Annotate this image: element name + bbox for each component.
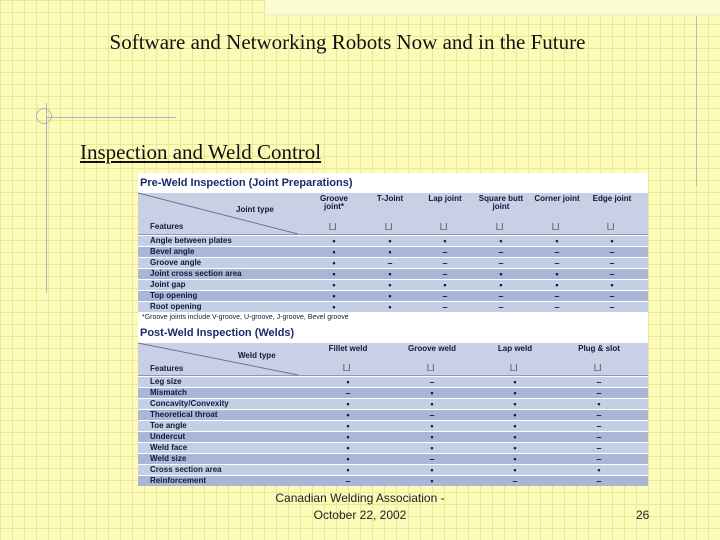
table-cell: – [512,476,518,486]
column-header: Groove joint* [319,194,348,211]
table-cell: • [430,399,434,409]
table-cell: • [513,443,517,453]
table-cell: – [609,291,615,301]
column-header: T-Joint [376,194,404,203]
pre-weld-corner-top: Joint type [236,205,274,214]
post-weld-corner-bottom: Features [150,364,184,373]
table-cell: • [346,465,350,475]
table-cell: • [346,399,350,409]
table-cell: – [596,410,602,420]
pre-weld-title: Pre-Weld Inspection (Joint Preparations) [138,173,648,193]
table-cell: – [442,258,448,268]
table-cell: • [513,465,517,475]
table-row [138,279,648,290]
table-cell: – [596,421,602,431]
table-row [138,420,648,431]
table-cell: – [345,388,351,398]
feature-label: Angle between plates [150,236,232,245]
table-cell: • [346,421,350,431]
table-cell: • [332,302,336,312]
column-header: Plug & slot [578,344,620,353]
table-cell: – [442,302,448,312]
post-weld-rows [138,376,648,486]
joint-symbol-icon: ⨆ [329,221,337,231]
table-row [138,290,648,301]
table-row [138,268,648,279]
table-cell: • [513,388,517,398]
table-row [138,442,648,453]
decor-vertical-line [46,103,47,293]
slide-title: Software and Networking Robots Now and in the Future [109,30,586,54]
decor-circle [36,108,52,124]
feature-label: Bevel angle [150,247,195,256]
table-cell: • [430,476,434,486]
table-cell: – [442,269,448,279]
table-cell: • [513,399,517,409]
feature-label: Joint gap [150,280,186,289]
table-cell: – [609,247,615,257]
table-cell: – [429,410,435,420]
footer-organization: Canadian Welding Association - [275,491,445,505]
table-cell: – [498,258,504,268]
table-cell: – [554,302,560,312]
post-weld-corner-top: Weld type [238,351,276,360]
table-cell: • [332,280,336,290]
table-cell: – [429,377,435,387]
table-cell: – [554,258,560,268]
table-cell: • [346,443,350,453]
table-cell: • [388,269,392,279]
post-weld-title: Post-Weld Inspection (Welds) [138,323,648,343]
table-cell: • [332,247,336,257]
section-heading: Inspection and Weld Control [80,140,322,164]
table-cell: • [513,410,517,420]
table-row [138,246,648,257]
table-cell: – [387,258,393,268]
table-cell: – [596,388,602,398]
column-header: Square butt joint [478,194,524,211]
joint-symbol-icon: ⨆ [552,221,560,231]
table-cell: • [610,280,614,290]
column-header: Lap joint [428,194,462,203]
joint-symbol-icon: ⨆ [343,362,351,372]
table-cell: • [430,432,434,442]
table-cell: – [554,247,560,257]
table-cell: • [513,377,517,387]
table-row [138,257,648,268]
feature-label: Reinforcement [150,476,207,485]
table-row [138,301,648,312]
footer [250,490,470,524]
table-cell: • [443,280,447,290]
table-cell: • [430,388,434,398]
pre-weld-rows [138,235,648,312]
table-cell: • [430,465,434,475]
right-rule-line [696,16,697,186]
feature-label: Weld size [150,454,187,463]
feature-label: Top opening [150,291,198,300]
column-header: Fillet weld [328,344,368,353]
table-cell: – [554,291,560,301]
table-cell: • [513,421,517,431]
table-cell: • [388,302,392,312]
table-row [138,475,648,486]
table-row [138,387,648,398]
feature-label: Weld face [150,443,188,452]
feature-label: Leg size [150,377,182,386]
table-cell: – [442,247,448,257]
pre-weld-corner-bottom: Features [150,222,184,231]
column-header: Edge joint [592,194,632,203]
feature-label: Undercut [150,432,186,441]
table-cell: • [388,291,392,301]
feature-label: Cross section area [150,465,222,474]
table-cell: • [332,269,336,279]
table-cell: • [388,247,392,257]
table-cell: – [596,454,602,464]
table-cell: • [555,236,559,246]
table-cell: • [499,236,503,246]
table-cell: – [442,291,448,301]
table-cell: • [610,236,614,246]
joint-symbol-icon: ⨆ [496,221,504,231]
table-cell: • [597,399,601,409]
table-cell: • [430,421,434,431]
table-cell: • [555,280,559,290]
table-cell: – [596,476,602,486]
table-cell: – [498,247,504,257]
joint-symbol-icon: ⨆ [510,362,518,372]
pre-weld-footnote: *Groove joints include V-groove, U-groove, J-groove, Bevel groove [138,312,648,323]
top-decor-strip [265,14,720,16]
feature-label: Joint cross section area [150,269,242,278]
top-decor-bar [265,0,720,15]
joint-symbol-icon: ⨆ [607,221,615,231]
table-row [138,235,648,246]
table-cell: • [332,236,336,246]
post-weld-header [138,343,648,376]
joint-symbol-icon: ⨆ [440,221,448,231]
feature-label: Theoretical throat [150,410,218,419]
table-row [138,453,648,464]
table-cell: • [555,269,559,279]
table-cell: – [609,269,615,279]
footer-date: October 22, 2002 [313,508,407,522]
joint-symbol-icon: ⨆ [594,362,602,372]
table-cell: – [609,258,615,268]
feature-label: Concavity/Convexity [150,399,229,408]
feature-label: Groove angle [150,258,202,267]
table-cell: • [346,377,350,387]
table-cell: • [499,269,503,279]
table-cell: – [596,432,602,442]
feature-label: Mismatch [150,388,187,397]
table-cell: • [443,236,447,246]
table-cell: • [513,454,517,464]
feature-label: Root opening [150,302,202,311]
table-cell: – [596,443,602,453]
table-cell: • [346,410,350,420]
column-header: Corner joint [534,194,580,203]
table-row [138,398,648,409]
table-row [138,376,648,387]
table-cell: • [332,291,336,301]
table-cell: – [596,377,602,387]
column-header: Groove weld [407,344,456,353]
table-row [138,431,648,442]
column-header: Lap weld [497,344,533,353]
feature-label: Toe angle [150,421,187,430]
inspection-table-image [138,173,648,486]
table-cell: – [429,454,435,464]
page-number: 26 [636,508,650,522]
table-cell: – [498,291,504,301]
table-cell: • [499,280,503,290]
table-cell: • [346,454,350,464]
table-cell: – [609,302,615,312]
table-cell: • [388,236,392,246]
table-cell: – [498,302,504,312]
table-cell: • [597,465,601,475]
table-cell: • [513,432,517,442]
table-cell: – [345,476,351,486]
table-cell: • [332,258,336,268]
joint-symbol-icon: ⨆ [385,221,393,231]
pre-weld-header [138,193,648,235]
decor-horizontal-line [46,117,176,118]
joint-symbol-icon: ⨆ [427,362,435,372]
table-row [138,409,648,420]
table-cell: • [430,443,434,453]
table-row [138,464,648,475]
table-cell: • [346,432,350,442]
table-cell: • [388,280,392,290]
